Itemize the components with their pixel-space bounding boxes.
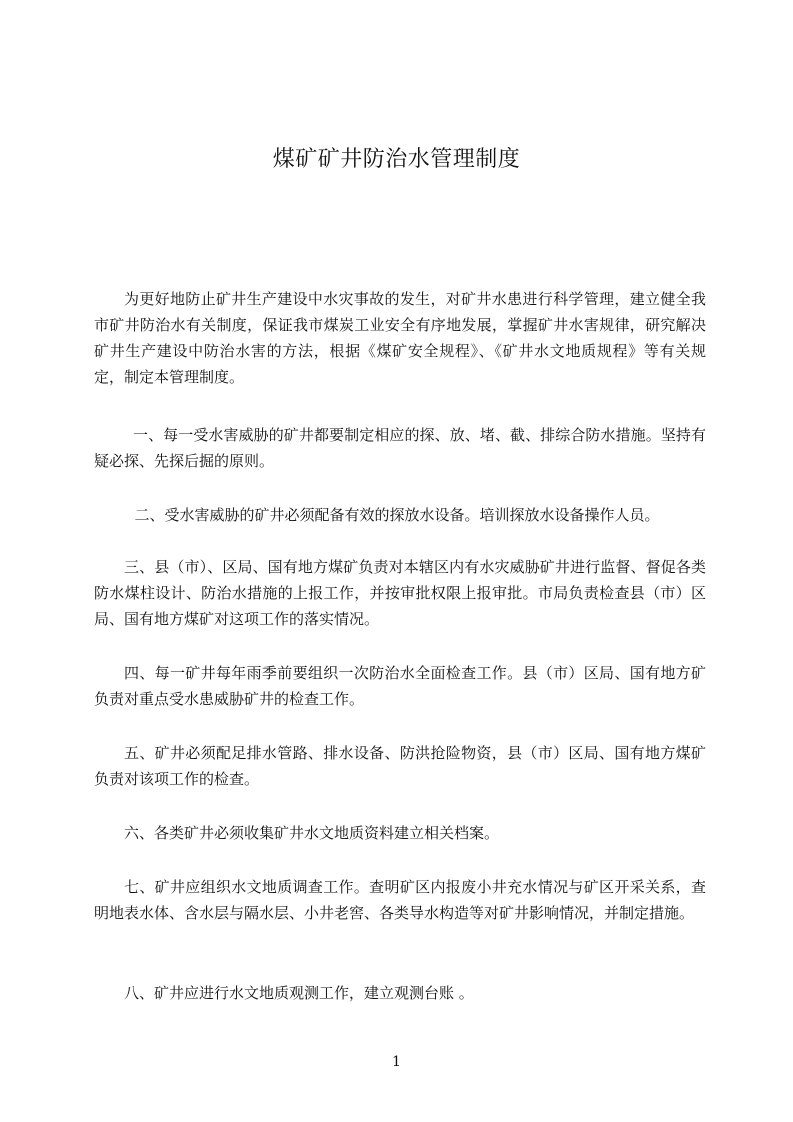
rule-paragraph-1: 一、每一受水害威胁的矿井都要制定相应的探、放、堵、截、排综合防水措施。坚持有疑必探、先探后掘的原则。 bbox=[94, 426, 706, 470]
rule-paragraph-4: 四、每一矿井每年雨季前要组织一次防治水全面检查工作。县（市）区局、国有地方矿负责对重点受水患威胁矿井的检查工作。 bbox=[94, 664, 706, 708]
intro-paragraph: 为更好地防止矿井生产建设中水灾事故的发生，对矿井水患进行科学管理，建立健全我市矿井防治水有关制度，保证我市煤炭工业安全有序地发展，掌握矿井水害规律，研究解决矿井生产建设中防治水害的方法，根据《煤矿安全规程》、《矿井水文地质规程》等有关规定，制定本管理制度。 bbox=[94, 290, 706, 386]
rule-paragraph-7: 七、矿井应组织水文地质调查工作。查明矿区内报废小井充水情况与矿区开采关系，查明地表水体、含水层与隔水层、小井老窖、各类导水构造等对矿井影响情况，并制定措施。 bbox=[94, 878, 706, 922]
rule-paragraph-5: 五、矿井必须配足排水管路、排水设备、防洪抢险物资，县（市）区局、国有地方煤矿负责对该项工作的检查。 bbox=[94, 744, 706, 788]
rule-paragraph-3: 三、县（市）、区局、国有地方煤矿负责对本辖区内有水灾威胁矿井进行监督、督促各类防水煤柱设计、防治水措施的上报工作，并按审批权限上报审批。市局负责检查县（市）区局、国有地方煤矿对这项工作的落实情况。 bbox=[94, 558, 706, 628]
rule-paragraph-6: 六、各类矿井必须收集矿井水文地质资料建立相关档案。 bbox=[124, 824, 500, 842]
rule-paragraph-8: 八、矿井应进行水文地质观测工作，建立观测台账 。 bbox=[124, 984, 474, 1002]
document-title: 煤矿矿井防治水管理制度 bbox=[272, 147, 521, 172]
page-number: 1 bbox=[392, 1054, 401, 1070]
rule-paragraph-2: 二、受水害威胁的矿井必须配备有效的探放水设备。培训探放水设备操作人员。 bbox=[134, 506, 660, 524]
